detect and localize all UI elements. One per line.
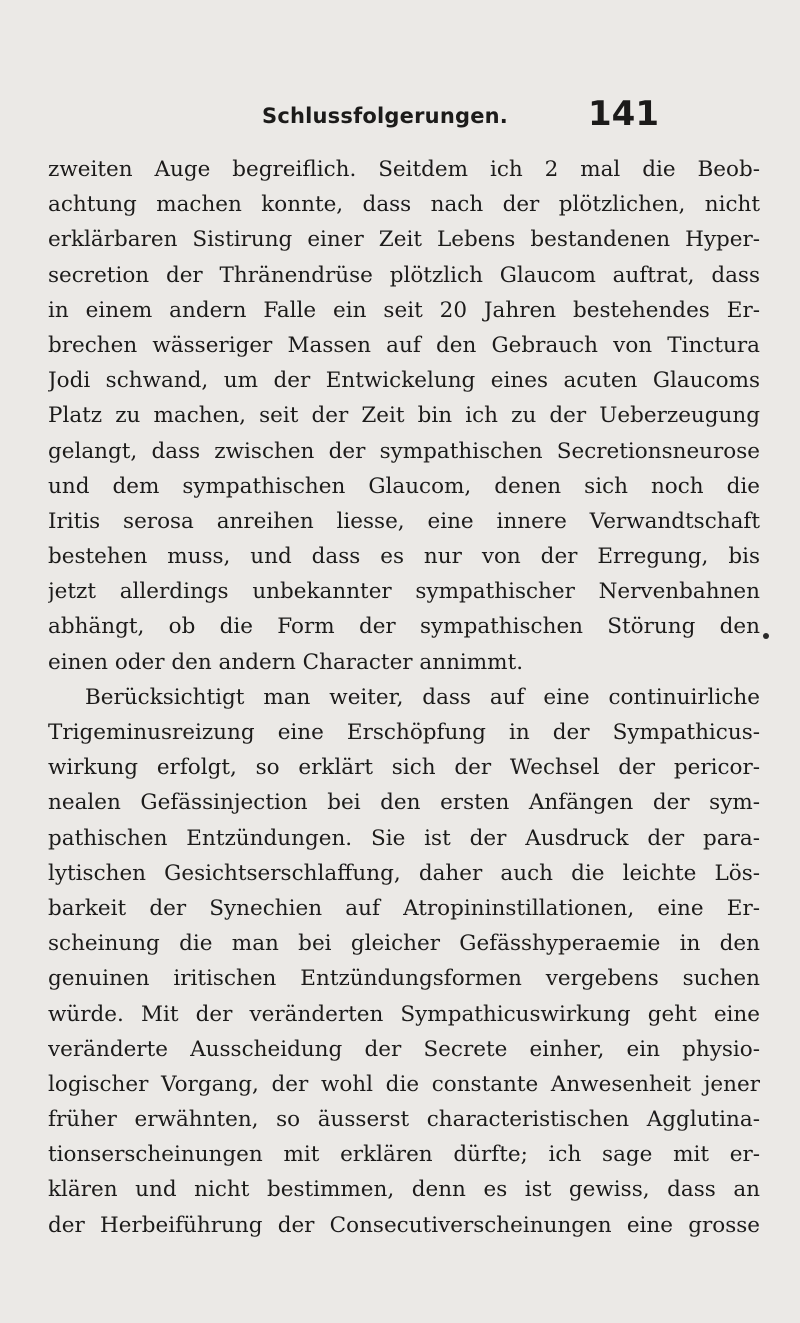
- text-line: bestehen muss, und dass es nur von der Erregung, bis: [48, 544, 760, 570]
- text-line: erklärbaren Sistirung einer Zeit Lebens bestandenen Hyper-: [48, 227, 760, 253]
- paragraph-first-line: Berücksichtigt man weiter, dass auf eine continuirliche: [85, 684, 760, 710]
- text-line: Jodi schwand, um der Entwickelung eines acuten Glaucoms: [48, 368, 760, 394]
- body-text: [48, 152, 760, 1243]
- page-number: 141: [588, 94, 659, 134]
- text-line: tionserscheinungen mit erklären dürfte; ich sage mit er-: [48, 1142, 760, 1168]
- text-line: jetzt allerdings unbekannter sympathischer Nervenbahnen: [48, 579, 760, 605]
- text-line: brechen wässeriger Massen auf den Gebrauch von Tinctura: [48, 332, 760, 358]
- text-line: genuinen iritischen Entzündungsformen vergebens suchen: [48, 966, 760, 992]
- text-line: Trigeminusreizung eine Erschöpfung in der Sympathicus-: [48, 720, 760, 745]
- text-line: Platz zu machen, seit der Zeit bin ich zu der Ueberzeugung: [48, 403, 760, 429]
- text-line: nealen Gefässinjection bei den ersten Anfängen der sym-: [48, 790, 760, 816]
- running-title: Schlussfolgerungen.: [262, 104, 508, 128]
- text-line: zweiten Auge begreiflich. Seitdem ich 2 mal die Beob-: [48, 157, 760, 182]
- text-line: logischer Vorgang, der wohl die constante Anwesenheit jener: [48, 1071, 760, 1097]
- text-line: der Herbeiführung der Consecutiverscheinungen eine grosse: [48, 1212, 760, 1238]
- paragraph-last-line: einen oder den andern Character annimmt.: [48, 649, 524, 675]
- text-line: abhängt, ob die Form der sympathischen Störung den: [48, 614, 760, 640]
- text-line: und dem sympathischen Glaucom, denen sich noch die: [48, 473, 760, 499]
- text-line: veränderte Ausscheidung der Secrete einher, ein physio-: [48, 1036, 760, 1062]
- text-line: scheinung die man bei gleicher Gefässhyperaemie in den: [48, 931, 760, 957]
- text-line: pathischen Entzündungen. Sie ist der Ausdruck der para-: [48, 825, 760, 851]
- text-line: in einem andern Falle ein seit 20 Jahren bestehendes Er-: [48, 297, 760, 323]
- text-line: früher erwähnten, so äusserst characteristischen Agglutina-: [48, 1107, 760, 1133]
- text-line: Iritis serosa anreihen liesse, eine innere Verwandtschaft: [48, 508, 760, 534]
- text-line: klären und nicht bestimmen, denn es ist gewiss, dass an: [48, 1177, 760, 1203]
- running-head: [0, 96, 800, 136]
- text-line: achtung machen konnte, dass nach der plötzlichen, nicht: [48, 192, 760, 218]
- text-line: gelangt, dass zwischen der sympathischen Secretionsneurose: [48, 438, 760, 464]
- text-line: würde. Mit der veränderten Sympathicuswirkung geht eine: [48, 1001, 760, 1027]
- text-line: lytischen Gesichtserschlaffung, daher auch die leichte Lös-: [48, 860, 760, 886]
- text-line: secretion der Thränendrüse plötzlich Glaucom auftrat, dass: [48, 262, 760, 288]
- text-line: wirkung erfolgt, so erklärt sich der Wechsel der pericor-: [48, 755, 760, 781]
- text-line: barkeit der Synechien auf Atropininstillationen, eine Er-: [48, 895, 760, 921]
- ink-speck: [763, 633, 769, 639]
